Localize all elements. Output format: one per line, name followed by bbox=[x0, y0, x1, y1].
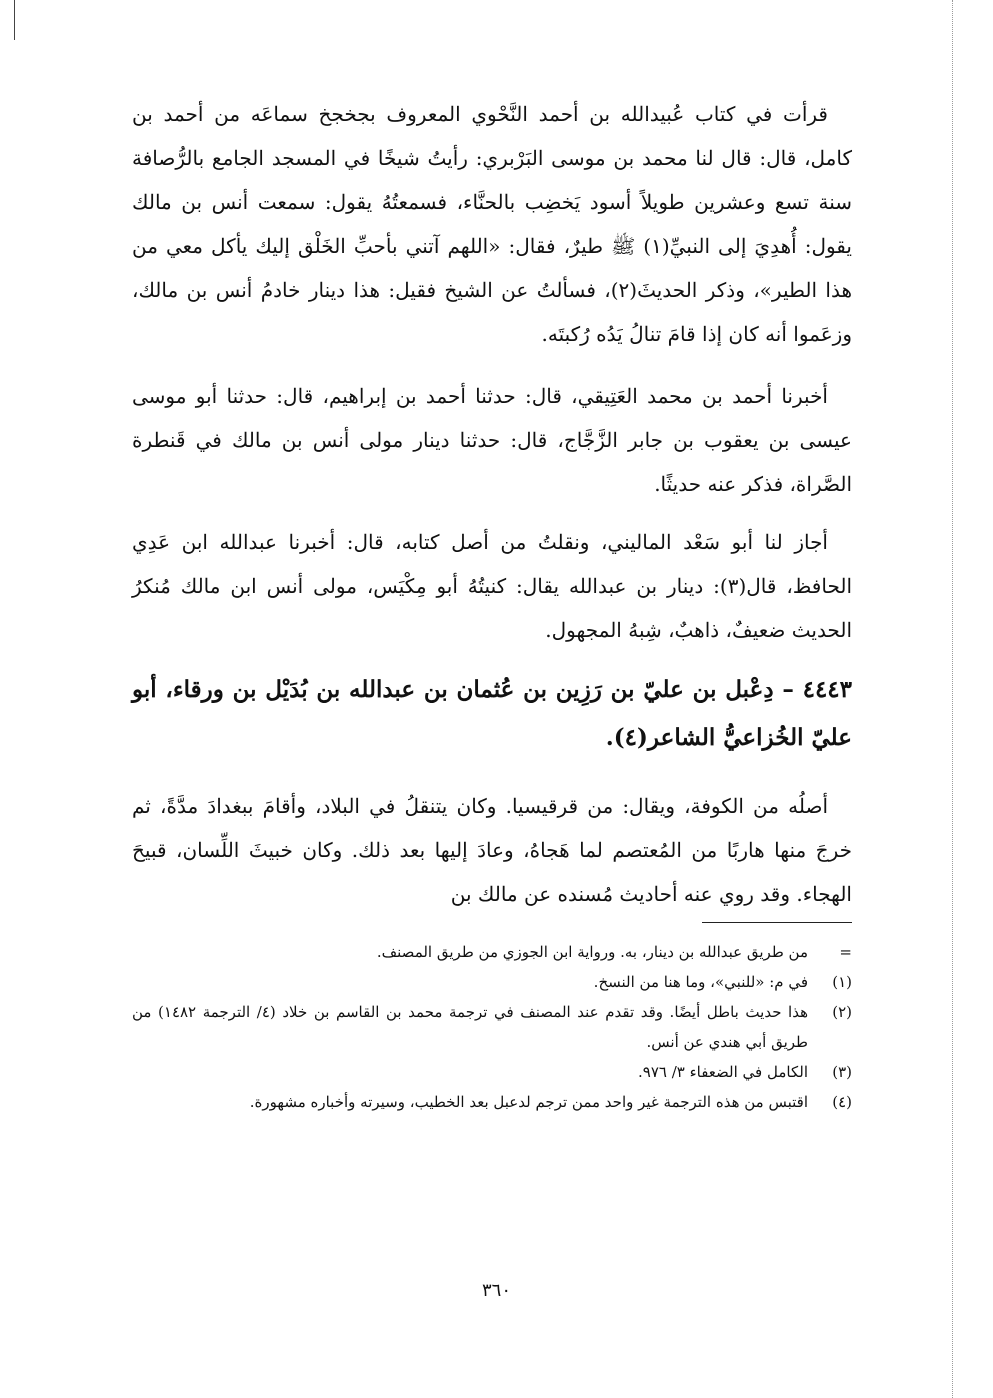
footnote-4 bbox=[132, 1087, 852, 1117]
paragraph-2: أخبرنا أحمد بن محمد العَتِيقي، قال: حدثنا أحمد بن إبراهيم، قال: حدثنا أبو موسى عيسى بن يعقوب بن جابر الزَّجَّاج، قال: حدثنا دينار مولى أنس بن مالك في قَنطرة الصَّراة، فذكر عنه حديثًا. bbox=[132, 384, 852, 496]
footnote-text: الكامل في الضعفاء ٣/ ٩٧٦. bbox=[637, 1063, 808, 1081]
footnote-mark: (٣) bbox=[832, 1063, 852, 1081]
footnote-text: من طريق عبدالله بن دينار، به. ورواية ابن الجوزي من طريق المصنف. bbox=[376, 943, 808, 961]
footnote-3 bbox=[132, 1057, 852, 1087]
footnote-1 bbox=[132, 967, 852, 997]
page-number: ٣٦٠ bbox=[481, 1280, 511, 1301]
scan-edge-left bbox=[14, 0, 15, 40]
footnote-text: في م: «للنبي»، وما هنا من النسخ. bbox=[593, 973, 808, 991]
footnote-divider bbox=[702, 922, 852, 923]
footnote-continuation bbox=[132, 937, 852, 967]
footnote-mark: (١) bbox=[832, 973, 852, 991]
footnote-2 bbox=[132, 997, 852, 1057]
footnote-text: اقتبس من هذه الترجمة غير واحد ممن ترجم لدعبل بعد الخطيب، وسيرته وأخباره مشهورة. bbox=[249, 1093, 808, 1111]
footnote-text: هذا حديث باطل أيضًا. وقد تقدم عند المصنف في ترجمة محمد بن القاسم بن خلاد (٤/ الترجمة ١٤٨٢) من طريق أبي هندي عن أنس. bbox=[132, 1003, 809, 1051]
scan-edge-right bbox=[951, 0, 953, 1398]
footnote-mark: = bbox=[839, 943, 852, 961]
page-content bbox=[132, 92, 852, 1117]
paragraph-3: أجاز لنا أبو سَعْد الماليني، ونقلتُ من أصل كتابه، قال: أخبرنا عبدالله ابن عَدِي الحافظ، قال(٣): دينار بن عبدالله يقال: كنيتُهُ أبو مِكْيَس، مولى أنس ابن مالك مُنكرُ الحديث ضعيفٌ، ذاهبٌ، شِبهُ المجهول. bbox=[132, 530, 853, 642]
footnote-mark: (٤) bbox=[832, 1093, 852, 1111]
entry-dash: – bbox=[773, 676, 803, 703]
paragraph-1: قرأت في كتاب عُبيدالله بن أحمد النَّحْوي المعروف بجخجخ سماعَه من أحمد بن كامل، قال: قال لنا محمد بن موسى البَرْبري: رأيتُ شيخًا في المسجد الجامع بالرُّصافة سنة تسع وعشرين طويلاً أسود يَخضِب بالحنَّاء، فسمعتُهُ يقول: سمعت أنس بن مالك يقول: أُهدِيَ إلى النبيِّ(١) ﷺ طيرٌ، فقال: «اللهم آتني بأحبِّ الخَلْق إليك يأكل معي من هذا الطير»، وذكر الحديثَ(٢)، فسألتُ عن الشيخ فقيل: هذا دينار خادمُ أنس بن مالك، وزعَموا أنه كان إذا قامَ تنالُ يَدُه رُكبتَه. bbox=[132, 102, 852, 346]
entry-body: أصلُه من الكوفة، ويقال: من قرقيسيا. وكان يتنقلُ في البلاد، وأقامَ ببغدادَ مدَّةً، ثم خرجَ منها هاربًا من المُعتصم لما هَجاهُ، وعادَ إليها بعد ذلك. وكان خبيثَ اللِّسان، قبيحَ الهجاء. وقد روي عنه أحاديث مُسنده عن مالك بن bbox=[132, 794, 852, 906]
entry-title: دِعْبل بن عليّ بن رَزِين بن عُثمان بن عبدالله بن بُدَيْل بن ورقاء، أبو عليّ الخُزاعيُّ الشاعر(٤). bbox=[132, 676, 852, 751]
footnotes bbox=[132, 937, 852, 1117]
entry-heading bbox=[132, 666, 852, 762]
footnote-mark: (٢) bbox=[832, 1003, 852, 1021]
entry-number: ٤٤٤٣ bbox=[802, 676, 853, 703]
